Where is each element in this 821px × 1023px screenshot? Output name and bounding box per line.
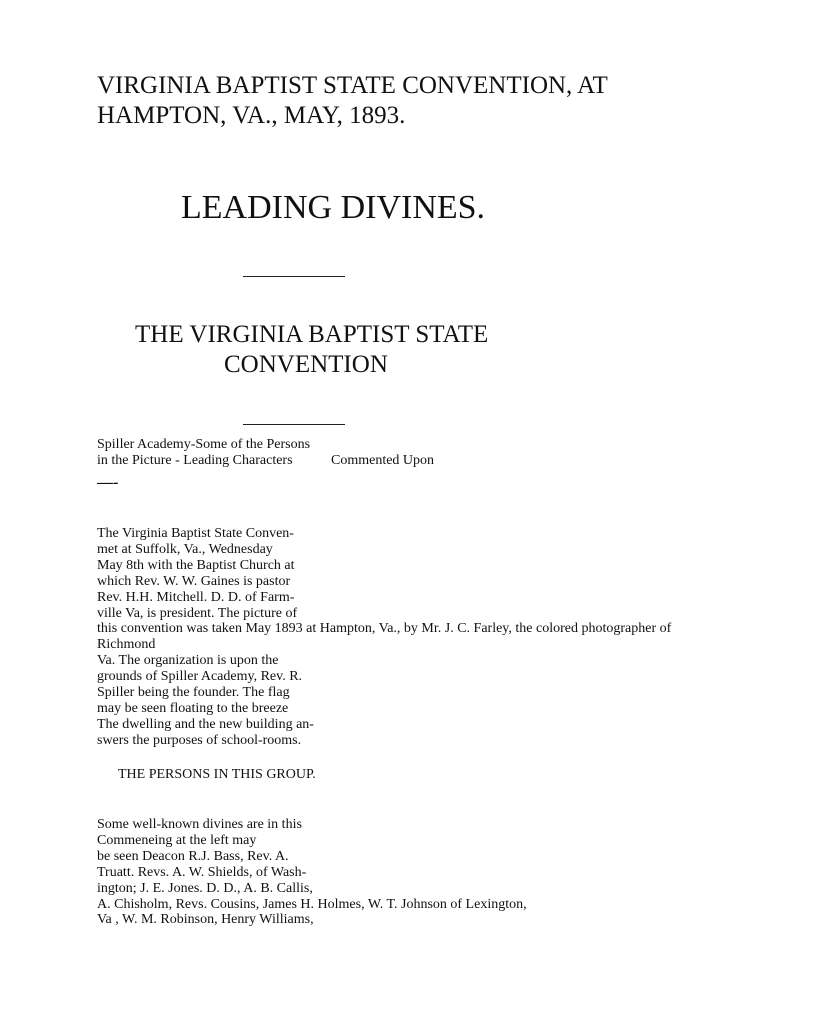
paragraph-line: may be seen floating to the breeze [97,700,289,716]
teaser-line-3: Commented Upon [331,453,435,468]
header-line-2: HAMPTON, VA., MAY, 1893. [97,102,406,129]
divider-rule-bottom [243,424,345,425]
paragraph-line: ville Va, is president. The picture of [97,605,298,621]
paragraph-line: which Rev. W. W. Gaines is pastor [97,573,291,589]
teaser-line-1: Spiller Academy-Some of the Persons [97,437,311,452]
paragraph-line: Spiller being the founder. The flag [97,685,290,701]
paragraph-persons [97,817,527,928]
teaser-line-2: in the Picture - Leading Characters [97,453,293,468]
paragraph-line: Some well-known divines are in this [97,817,302,832]
subtitle-line-2: CONVENTION [224,351,388,378]
paragraph-line: Commeneing at the left may [97,832,257,848]
subtitle-line-1: THE VIRGINIA BAPTIST STATE [135,321,489,348]
paragraph-convention [97,526,671,749]
paragraph-line: Va , W. M. Robinson, Henry Williams, [97,912,314,928]
paragraph-line: The Virginia Baptist State Conven- [97,526,294,541]
paragraph-line: met at Suffolk, Va., Wednesday [97,541,273,557]
paragraph-line: Rev. H.H. Mitchell. D. D. of Farm- [97,589,295,605]
paragraph-line: swers the purposes of school-rooms. [97,732,302,748]
paragraph-line: Va. The organization is upon the [97,653,279,669]
paragraph-line: Richmond [97,637,156,653]
page-title: LEADING DIVINES. [181,189,486,226]
paragraph-line: this convention was taken May 1893 at Hampton, Va., by Mr. J. C. Farley, the colored photographer of [97,621,672,637]
paragraph-line: ington; J. E. Jones. D. D., A. B. Callis, [97,880,313,896]
divider-rule-top [243,276,345,277]
paragraph-line: May 8th with the Baptist Church at [97,557,295,573]
dash-mark: —- [97,474,119,491]
paragraph-line: Truatt. Revs. A. W. Shields, of Wash- [97,864,307,880]
paragraph-line: A. Chisholm, Revs. Cousins, James H. Holmes, W. T. Johnson of Lexington, [97,896,527,912]
section-heading: THE PERSONS IN THIS GROUP. [118,767,316,782]
paragraph-line: be seen Deacon R.J. Bass, Rev. A. [97,848,289,864]
paragraph-line: grounds of Spiller Academy, Rev. R. [97,669,303,685]
paragraph-line: The dwelling and the new building an- [97,716,314,732]
header-line-1: VIRGINIA BAPTIST STATE CONVENTION, AT [97,72,608,99]
